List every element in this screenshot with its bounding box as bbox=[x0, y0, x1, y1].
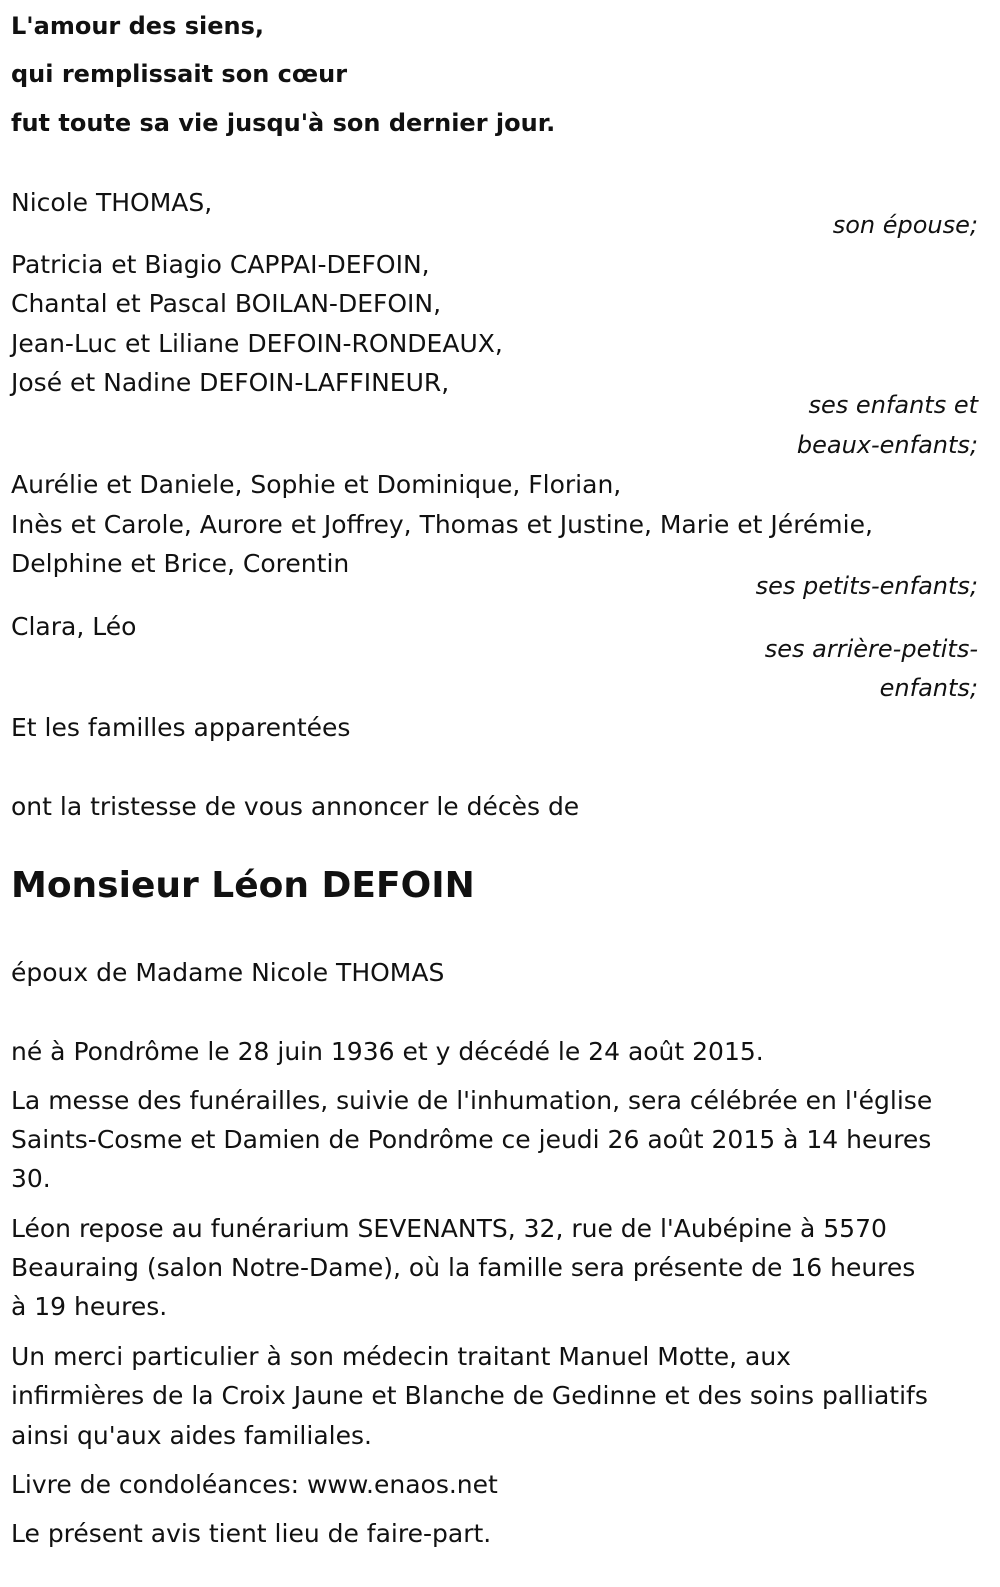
condolences-line: Livre de condoléances: www.enaos.net bbox=[11, 1470, 498, 1499]
grandchild-line: Delphine et Brice, Corentin bbox=[11, 549, 350, 578]
grandchild-line: Inès et Carole, Aurore et Joffrey, Thomas et Justine, Marie et Jérémie, bbox=[11, 510, 873, 539]
repose-line: Léon repose au funérarium SEVENANTS, 32, rue de l'Aubépine à 5570 bbox=[11, 1214, 887, 1243]
quote-line: L'amour des siens, bbox=[11, 12, 264, 40]
children-role: ses enfants et bbox=[808, 391, 978, 419]
quote-line: fut toute sa vie jusqu'à son dernier jour. bbox=[11, 109, 556, 137]
children-role: beaux-enfants; bbox=[796, 431, 978, 459]
deceased-name: Monsieur Léon DEFOIN bbox=[11, 865, 475, 906]
repose-line: à 19 heures. bbox=[11, 1292, 168, 1321]
thanks-line: ainsi qu'aux aides familiales. bbox=[11, 1421, 372, 1450]
child-line: José et Nadine DEFOIN-LAFFINEUR, bbox=[11, 368, 450, 397]
child-line: Chantal et Pascal BOILAN-DEFOIN, bbox=[11, 289, 442, 318]
born-died-line: né à Pondrôme le 28 juin 1936 et y décédé le 24 août 2015. bbox=[11, 1037, 764, 1066]
child-line: Patricia et Biagio CAPPAI-DEFOIN, bbox=[11, 250, 430, 279]
spouse-role: son épouse; bbox=[832, 211, 978, 239]
child-line: Jean-Luc et Liliane DEFOIN-RONDEAUX, bbox=[11, 329, 503, 358]
thanks-line: infirmières de la Croix Jaune et Blanche de Gedinne et des soins palliatifs bbox=[11, 1381, 928, 1410]
grandchildren-role: ses petits-enfants; bbox=[755, 572, 978, 600]
great-grandchildren-names: Clara, Léo bbox=[11, 612, 137, 641]
great-grandchildren-role: ses arrière-petits- bbox=[764, 635, 978, 663]
spouse-of-line: époux de Madame Nicole THOMAS bbox=[11, 958, 445, 987]
spouse-name: Nicole THOMAS, bbox=[11, 188, 213, 217]
funeral-line: Saints-Cosme et Damien de Pondrôme ce jeudi 26 août 2015 à 14 heures bbox=[11, 1125, 932, 1154]
repose-line: Beauraing (salon Notre-Dame), où la famille sera présente de 16 heures bbox=[11, 1253, 916, 1282]
funeral-line: 30. bbox=[11, 1164, 51, 1193]
grandchild-line: Aurélie et Daniele, Sophie et Dominique, Florian, bbox=[11, 470, 622, 499]
quote-line: qui remplissait son cœur bbox=[11, 60, 348, 88]
notice-line: Le présent avis tient lieu de faire-part. bbox=[11, 1519, 492, 1548]
funeral-line: La messe des funérailles, suivie de l'inhumation, sera célébrée en l'église bbox=[11, 1086, 933, 1115]
families-line: Et les familles apparentées bbox=[11, 713, 351, 742]
announcement-line: ont la tristesse de vous annoncer le décès de bbox=[11, 792, 580, 821]
thanks-line: Un merci particulier à son médecin traitant Manuel Motte, aux bbox=[11, 1342, 791, 1371]
great-grandchildren-role: enfants; bbox=[879, 674, 978, 702]
